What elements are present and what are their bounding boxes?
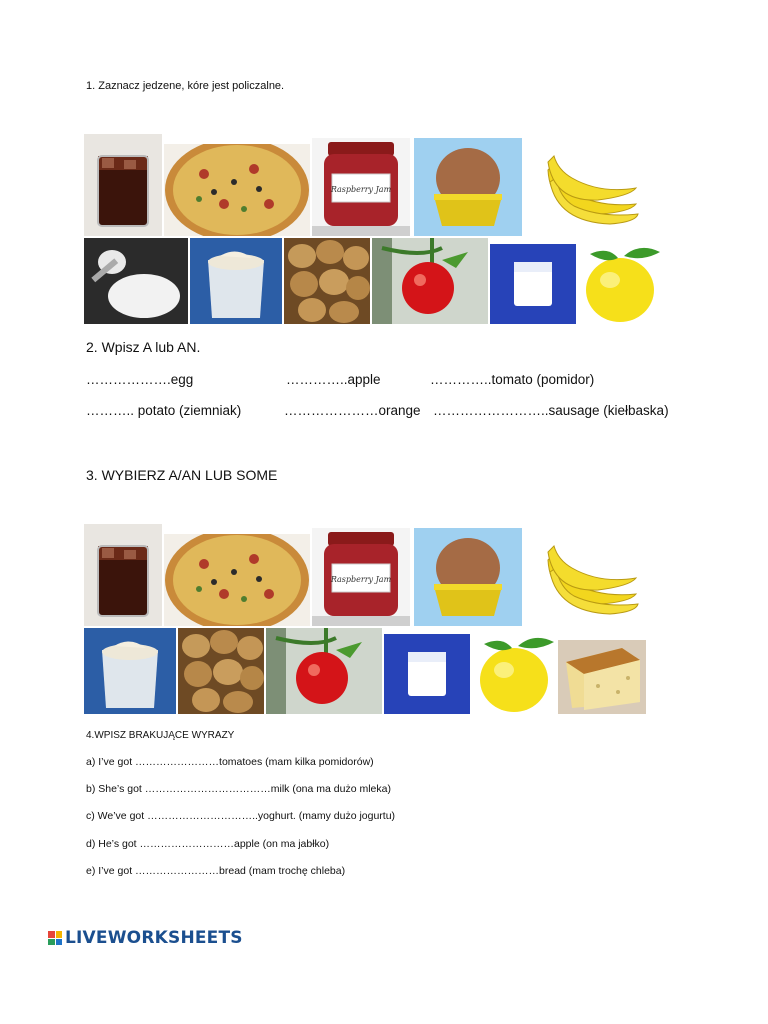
task3-title: 3. WYBIERZ A/AN LUB SOME: [86, 467, 278, 483]
potatoes-image: [284, 238, 370, 324]
cola-glass-image-2: [84, 524, 162, 626]
potatoes-image-2: [178, 628, 264, 714]
pizza-image-2: [164, 534, 310, 626]
pizza-image: [164, 144, 310, 236]
cola-glass-image: [84, 134, 162, 236]
task2-blank-orange[interactable]: …………………orange: [284, 403, 421, 418]
task2-blank-potato[interactable]: ……….. potato (ziemniak): [86, 403, 242, 418]
liveworksheets-logo-icon: [48, 931, 62, 945]
task4-title: 4.WPISZ BRAKUJĄCE WYRAZY: [86, 730, 235, 741]
jam-jar-image-2: [312, 528, 410, 626]
task2-blank-tomato[interactable]: …………..tomato (pomidor): [430, 372, 595, 387]
egg-image: [414, 138, 522, 236]
jam-label-text-2: Raspberry Jam: [330, 575, 392, 584]
lemon-image-2: [472, 630, 558, 716]
liveworksheets-logo[interactable]: [48, 928, 243, 948]
task4-line-e[interactable]: e) I’ve got ……………………bread (mam trochę chleba): [86, 865, 346, 877]
task2-title: 2. Wpisz A lub AN.: [86, 339, 201, 355]
yoghurt-image: [190, 238, 282, 324]
task1-title: 1. Zaznacz jedzene, kóre jest policzalne.: [86, 80, 285, 92]
tomato-image: [372, 238, 488, 324]
milk-glass-image: [490, 244, 576, 324]
jam-label-text: Raspberry Jam: [330, 185, 392, 194]
flour-image: [84, 238, 188, 324]
bananas-image: [540, 152, 640, 230]
yoghurt-image-2: [84, 628, 176, 714]
liveworksheets-brand: LIVEWORKSHEETS: [65, 928, 243, 948]
task4-line-b[interactable]: b) She’s got ………………………………milk (ona ma dużo mleka): [86, 783, 391, 795]
task2-blank-egg[interactable]: ……………….egg: [86, 372, 194, 387]
task4-line-d[interactable]: d) He’s got ………………………apple (on ma jabłko): [86, 838, 330, 850]
task4-line-a[interactable]: a) I’ve got ……………………tomatoes (mam kilka pomidorów): [86, 756, 374, 768]
task2-blank-apple[interactable]: …………..apple: [286, 372, 381, 387]
milk-glass-image-2: [384, 634, 470, 714]
jam-jar-image: [312, 138, 410, 236]
cheese-image: [558, 640, 646, 714]
tomato-image-2: [266, 628, 382, 714]
egg-image-2: [414, 528, 522, 626]
task4-line-c[interactable]: c) We’ve got …………………………..yoghurt. (mamy dużo jogurtu): [86, 810, 396, 822]
bananas-image-2: [540, 542, 640, 620]
lemon-image: [578, 240, 664, 326]
task2-blank-sausage[interactable]: ……………………..sausage (kiełbaska): [433, 403, 669, 418]
